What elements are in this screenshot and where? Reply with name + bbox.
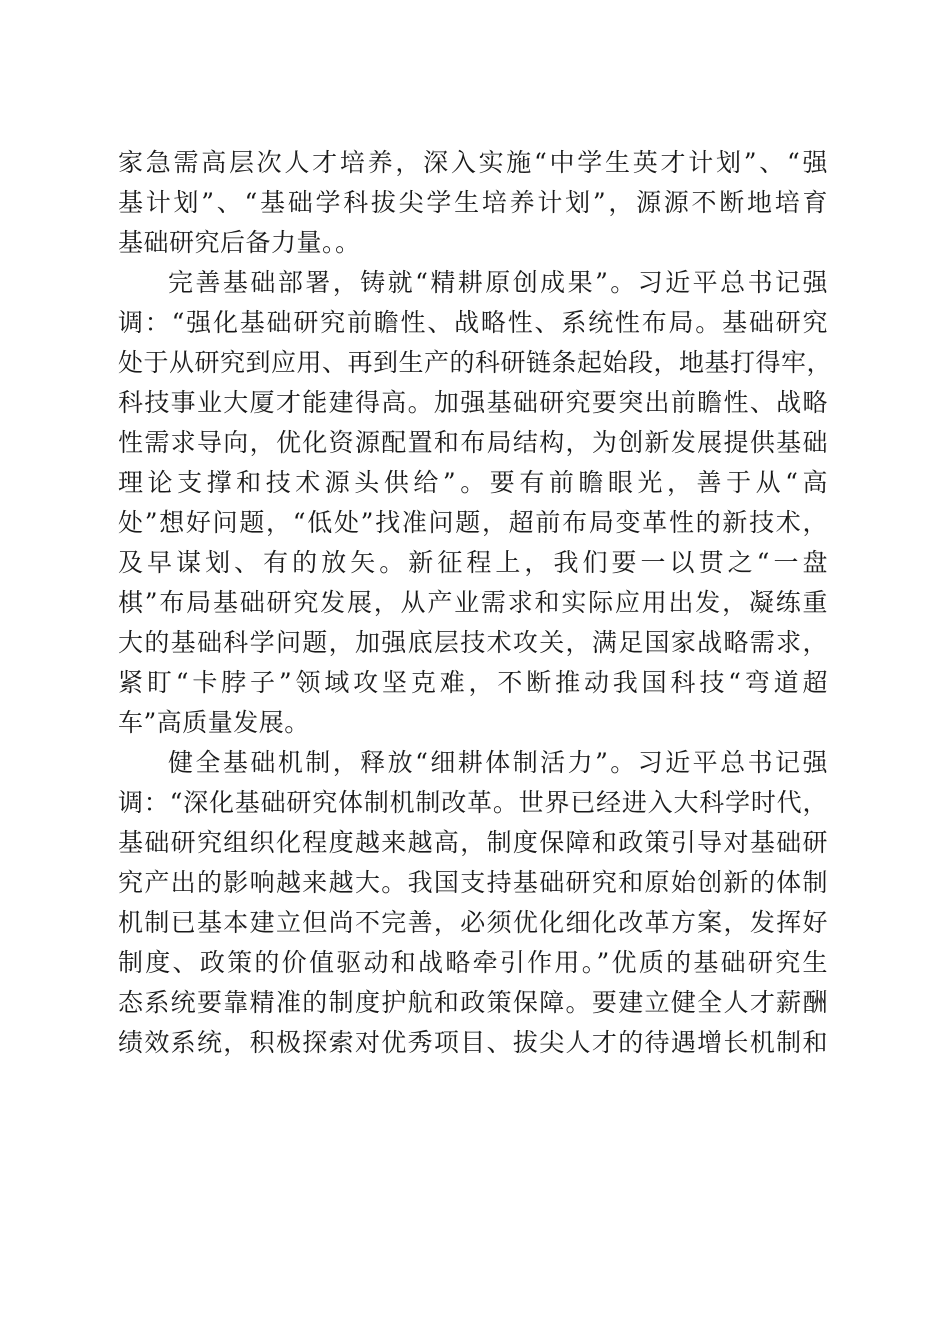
text-line: 绩效系统，积极探索对优秀项目、拔尖人才的待遇增长机制和 [118,1028,828,1057]
text-line: 家急需高层次人才培养，深入实施“中学生英才计划”、“强 [118,148,828,177]
text-line: 处”想好问题，“低处”找准问题，超前布局变革性的新技术， [118,508,828,537]
text-line: 制度、政策的价值驱动和战略牵引作用。”优质的基础研究生 [118,948,828,977]
text-line: 理论支撑和技术源头供给”。要有前瞻眼光，善于从“高 [118,468,828,497]
text-line: 基础研究组织化程度越来越高，制度保障和政策引导对基础研 [118,828,828,857]
text-line: 科技事业大厦才能建得高。加强基础研究要突出前瞻性、战略 [118,388,828,417]
text-line: 调：“深化基础研究体制机制改革。世界已经进入大科学时代， [118,788,828,817]
text-line: 处于从研究到应用、再到生产的科研链条起始段，地基打得牢， [118,348,833,377]
paragraph-3 [118,743,828,1063]
text-line: 基计划”、“基础学科拔尖学生培养计划”，源源不断地培育 [118,188,828,217]
text-line: 机制已基本建立但尚不完善，必须优化细化改革方案，发挥好 [118,908,828,937]
text-line: 调：“强化基础研究前瞻性、战略性、系统性布局。基础研究 [118,308,828,337]
text-line: 棋”布局基础研究发展，从产业需求和实际应用出发，凝练重 [118,588,828,617]
text-line: 大的基础科学问题，加强底层技术攻关，满足国家战略需求， [118,628,828,657]
text-line: 态系统要靠精准的制度护航和政策保障。要建立健全人才薪酬 [118,988,828,1017]
text-line: 紧盯“卡脖子”领域攻坚克难，不断推动我国科技“弯道超 [118,668,828,697]
document-page [118,143,833,1063]
text-line: 车”高质量发展。 [118,708,310,737]
paragraph-1 [118,143,828,263]
text-line: 完善基础部署，铸就“精耕原创成果”。习近平总书记强 [168,268,828,297]
text-line: 及早谋划、有的放矢。新征程上，我们要一以贯之“一盘 [118,548,828,577]
text-line: 健全基础机制，释放“细耕体制活力”。习近平总书记强 [168,748,828,777]
text-line: 究产出的影响越来越大。我国支持基础研究和原始创新的体制 [118,868,828,897]
text-line: 基础研究后备力量。。 [118,228,361,257]
text-line: 性需求导向，优化资源配置和布局结构，为创新发展提供基础 [118,428,828,457]
paragraph-2 [118,263,833,743]
